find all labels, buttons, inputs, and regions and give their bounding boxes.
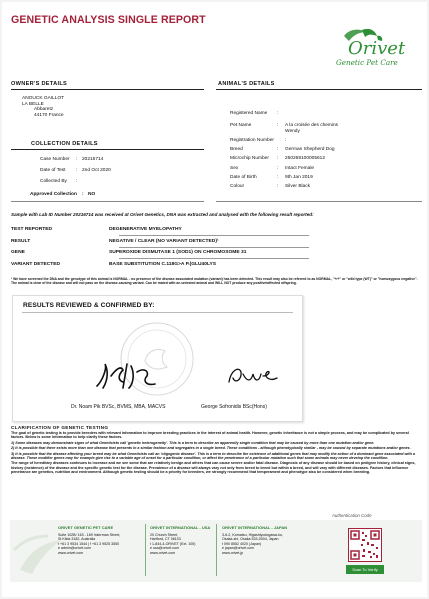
footer-line: t 090 8552 4020 (Japan) (222, 541, 262, 546)
variant-value: BASE SUBSTITUTION C.118G>A P.(GLU40LYS (109, 262, 217, 267)
animal-row: Sex : Intact Female (230, 166, 315, 171)
footer-col-japan (222, 526, 287, 556)
clarification-paragraph: 2) It is possible that there exists more than one disease that presents in a similar fashion and segregates in a single breed. These conditions - although phenotypically similar - may be caused by separate mutations and/or genes. (11, 446, 411, 451)
footer-line: Hartford, CT 06103 (150, 537, 181, 542)
clarification-paragraph: 1) Some diseases may demonstrate signs of what Geneticists call 'genetic heterogeneity'. This is a term to describe an apparently single condition that may be caused by more than one mutation and/or gene. (11, 440, 375, 445)
auth-code-heading: Authentication Code (332, 513, 372, 518)
variant-label: VARIANT DETECTED (11, 262, 61, 267)
colour-value: Silver Black (285, 184, 311, 189)
qr-code-icon (349, 529, 381, 561)
collection-row-case: Case Number : 20216714 (40, 157, 104, 162)
test-reported-value: DEGENERATIVE MYELOPATHY (109, 227, 182, 232)
result-divider (119, 235, 309, 236)
footer-web-link[interactable]: www.orivet.com (150, 550, 176, 555)
breed-label: Breed (230, 147, 243, 152)
review-divider (22, 312, 293, 313)
animal-row: Date of Birth : 9th Jan 2019 (230, 175, 313, 180)
orivet-logo (322, 24, 420, 80)
microchip-value: 250269100005612 (285, 156, 326, 161)
registration-number-label: Registration Number (230, 138, 274, 143)
animal-heading: ANIMAL'S DETAILS (218, 81, 275, 87)
footer-line: t +61 3 9534 1544 | f +61 3 9525 3550 (58, 541, 120, 546)
clarification-paragraph: 3) It is possible that the disease affecting your breed may be what Geneticists call an 'oligogenic disease'. This is a term to describe the existence of additional genes that may modify the action of a dominant gene associated with a disease. These modifier genes may for example give rise to a variable age of onset for a particular condition, or affect the penetrance of a particular mutation such that some animals may never develop the condition. (11, 451, 415, 461)
result-footnote: ¹ We have screened the DNA and the genotype of this animal is NORMAL - no presence of the disease associated mutation (variant) has been detected. This result may also be referred to as NORMAL, "+/+" or "wild type (WT)" or "homozygous negative". The animal is clear of the disease and will not pass on the disease-causing variant. Can be mated with an untested animal and WILL NOT produce any positive/affected offspring. (11, 277, 418, 286)
owner-line: ANOUCK GAILLOT (22, 96, 65, 101)
clarification-paragraph: The goal of genetic testing is to provide breeders with relevant information to improve breeding practices in the interest of animal health. However, genetic inheritance is not a simple process, and may be complicated by several factors. Below is some information to help clarify these factors. (11, 431, 409, 440)
approved-collection-value: NO (88, 192, 96, 197)
result-value: NEGATIVE / CLEAR (NO VARIANT DETECTED)¹ (109, 239, 219, 244)
reviewer-right-name: George Sofronidis BSc(Hons) (201, 404, 267, 410)
logo-tagline: Genetic Pet Care (336, 58, 398, 67)
owner-line: LA BELLE (22, 101, 44, 107)
owner-line: Abbaretz (34, 107, 54, 113)
footer-line: Osaka-shi, Osaka 533-0004, Japan (222, 537, 279, 542)
test-reported-label: TEST REPORTED (11, 227, 53, 232)
owner-line: 44170 France (34, 112, 64, 118)
pet-name-value: A la croisée des chemins Wendy (285, 123, 339, 134)
footer-col-heading: ORIVET INTERNATIONAL - JAPAN (222, 525, 288, 530)
collection-heading: COLLECTION DETAILS (31, 141, 98, 147)
collection-row-collected: Collected By : (40, 179, 78, 184)
animal-row: Registered Name : (230, 111, 279, 116)
result-row-gene (11, 250, 246, 255)
footer-divider (145, 524, 146, 576)
report-page (2, 2, 427, 597)
reviewer-left-name: Dr. Noam Pik BVSc, BVMS, MBA, MACVS (71, 404, 166, 410)
animal-row: Microchip Number : 250269100005612 (230, 156, 326, 161)
review-panel (12, 295, 303, 422)
result-divider (119, 247, 309, 248)
logo-wordmark: Orivet (348, 38, 406, 59)
animal-divider (216, 89, 422, 90)
registered-name-label: Registered Name (230, 111, 268, 116)
pet-name-label: Pet Name (230, 123, 252, 128)
clarification-paragraph: The range of hereditary diseases continues to increase and we see some that are relatively benign and others that can cause severe and/or fatal disease. Diagnosis of any disease should be based on pedigree history, clinical signs, history (incidence) of the disease and the specific genetic test for the disease. Prevalence of a disease will always vary not only from breed to breed but within a breed, and will vary with different diseases. Factors that influence penetrance are genetics, nutrition and environment. Although genetic testing should be a priority for breeders, we strongly recommend that temperament and phenotype also be considered when breeding. (11, 461, 416, 475)
colour-label: Colour (230, 184, 245, 189)
result-row-result (11, 239, 219, 244)
footer-line: 3-6-2, Komatsu, Higashiyodogawa-ku, (222, 532, 283, 537)
footer-line: 20 Church Street, (150, 532, 179, 537)
owner-address (22, 96, 64, 118)
footer-col-australia (58, 526, 120, 556)
animal-row: Registration Number : (230, 138, 287, 143)
clarification-heading: CLARIFICATION OF GENETIC TESTING (11, 425, 109, 430)
owner-divider (11, 89, 204, 90)
report-title: GENETIC ANALYSIS SINGLE REPORT (11, 14, 206, 26)
footer-line: t 1-844-4-ORIVET (Ext. 105) (150, 541, 196, 546)
footer-web-link[interactable]: www.orivet.jp (222, 550, 244, 555)
date-of-birth-value: 9th Jan 2019 (285, 175, 313, 180)
footer-email-link[interactable]: e japan@orivet.com (222, 546, 255, 551)
collection-bottom-divider (11, 201, 204, 202)
animal-bottom-divider (216, 201, 422, 202)
collection-row-approved: Approved Collection : NO (30, 192, 96, 197)
result-row-variant (11, 262, 216, 267)
animal-row: Colour : Silver Black (230, 184, 311, 189)
footer-col-usa (150, 526, 210, 556)
breed-value: German Shepherd Dog (285, 147, 335, 152)
collected-by-label: Collected By (40, 179, 67, 184)
footer-web-link[interactable]: www.orivet.com (58, 550, 84, 555)
footer-line: St Kilda 3182, Australia (58, 537, 96, 542)
footer-divider (216, 524, 217, 576)
signature-right-icon (225, 362, 283, 390)
case-number-value: 20216714 (82, 157, 104, 162)
date-of-birth-label: Date of Birth (230, 175, 257, 180)
case-number-label: Case Number (40, 157, 70, 162)
collection-divider (11, 149, 204, 150)
sex-label: Sex (230, 166, 239, 171)
footer-line: Suite 102B/ 163 - 169 Inkerman Street, (58, 532, 121, 537)
microchip-label: Microchip Number (230, 156, 269, 161)
footer-col-heading: ORIVET GENETIC PET CARE (58, 525, 114, 530)
result-row-test (11, 227, 182, 232)
signature-left-icon (93, 358, 163, 394)
date-of-test-label: Date of Test (40, 168, 66, 173)
footer-email-link[interactable]: e admin@orivet.com (58, 546, 92, 551)
gene-value: SUPEROXIDE DISMUTASE 1 (SOD1) ON CHROMOSOME 31 (109, 250, 247, 255)
footer-col-heading: ORIVET INTERNATIONAL - USA (150, 525, 211, 530)
gene-label: GENE (11, 250, 25, 255)
animal-row: Pet Name : A la croisée des chemins Wendy (230, 123, 343, 134)
animal-row: Breed : German Shepherd Dog (230, 147, 335, 152)
scan-to-verify-label: Scan To Verify (346, 565, 384, 574)
footer-email-link[interactable]: e usa@orivet.com (150, 546, 180, 551)
footer (10, 513, 422, 582)
sex-value: Intact Female (285, 166, 315, 171)
result-divider (119, 258, 309, 259)
owner-heading: OWNER'S DETAILS (11, 81, 68, 87)
collection-row-date: Date of Test : 2nd Oct 2020 (40, 168, 111, 173)
approved-collection-label: Approved Collection (30, 192, 77, 197)
date-of-test-value: 2nd Oct 2020 (82, 168, 111, 173)
result-label: RESULT (11, 239, 31, 244)
qr-code[interactable] (348, 528, 382, 562)
review-heading: RESULTS REVIEWED & CONFIRMED BY: (23, 302, 155, 309)
sample-statement: Sample with Lab ID Number 20216714 was received at Orivet Genetics, DNA was extracted and analysed with the following result reported: (11, 212, 314, 217)
clarification-text (11, 431, 421, 476)
